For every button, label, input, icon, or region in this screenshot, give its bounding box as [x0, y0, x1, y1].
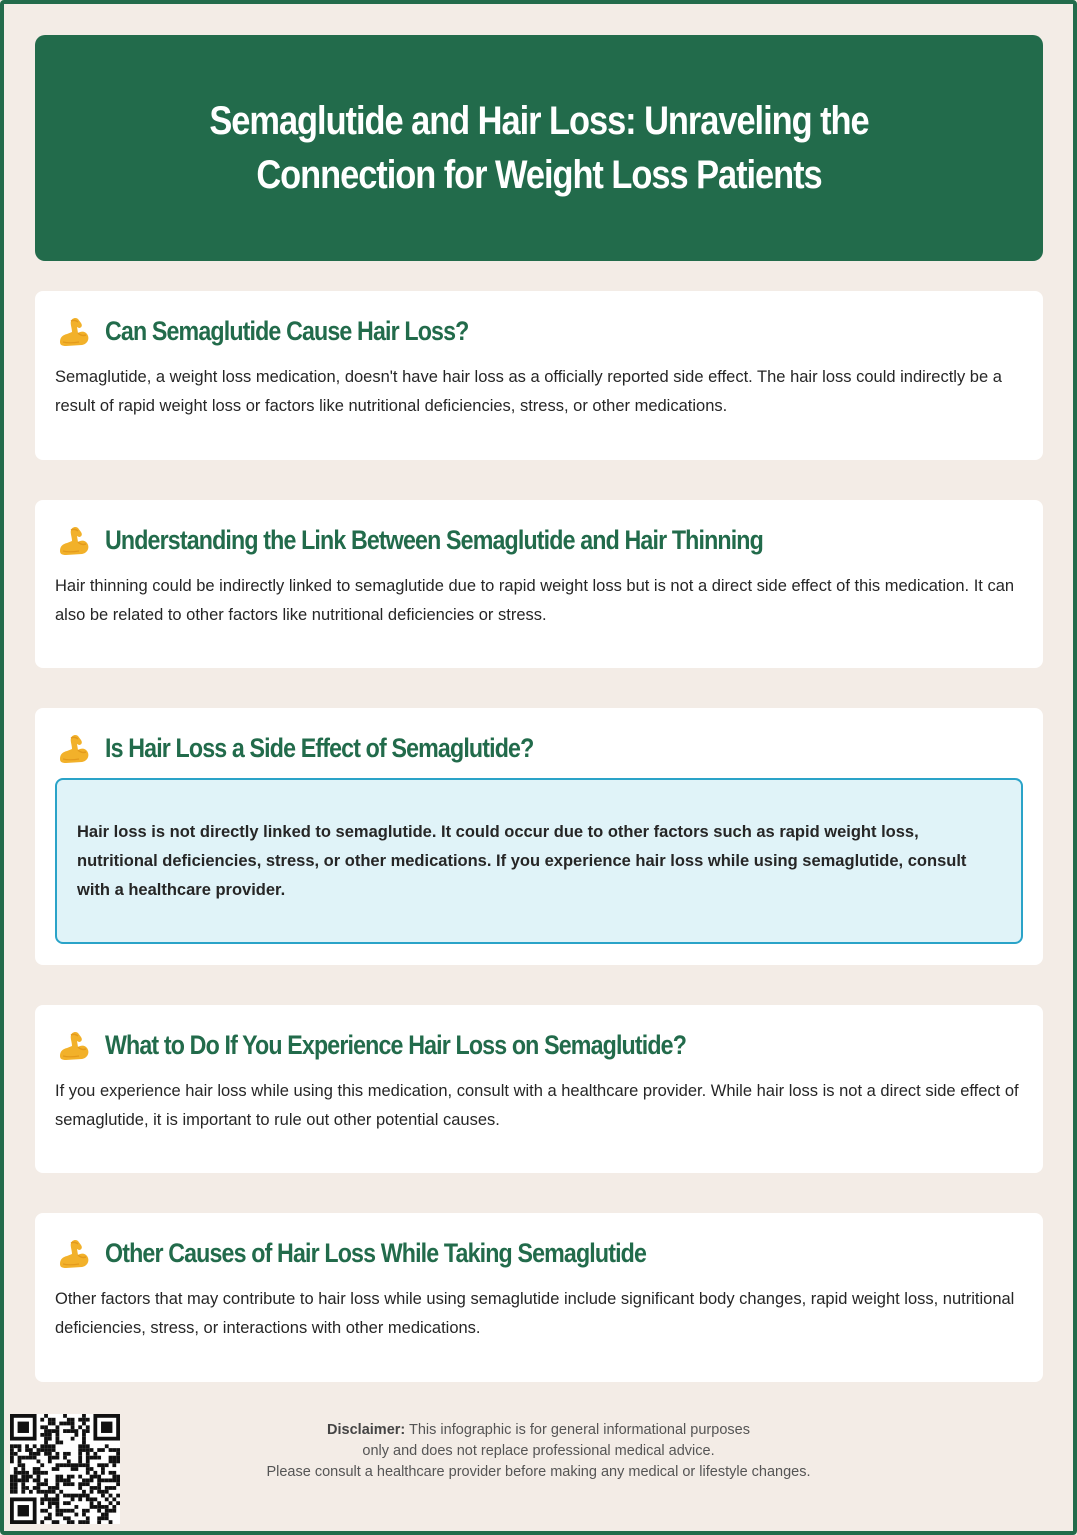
- flexed-biceps-icon: [57, 1237, 91, 1269]
- section-card: [35, 1213, 1043, 1382]
- page-title: Semaglutide and Hair Loss: Unraveling the Connection for Weight Loss Patients: [209, 99, 869, 197]
- section-body: Hair thinning could be indirectly linked to semaglutide due to rapid weight loss but is not a direct side effect of this medication. It can also be related to other factors like nutritional deficiencies or stress.: [55, 577, 1015, 624]
- section-header: [57, 1237, 734, 1269]
- flexed-biceps-icon: [57, 1029, 91, 1061]
- section-header: [57, 315, 528, 347]
- section-heading: Other Causes of Hair Loss While Taking Semaglutide: [105, 1237, 647, 1268]
- section-body: Other factors that may contribute to hair loss while using semaglutide include significant body changes, rapid weight loss, nutritional deficiencies, stress, or interactions with other medications.: [55, 1290, 1015, 1337]
- section-body: Semaglutide, a weight loss medication, doesn't have hair loss as a officially reported side effect. The hair loss could indirectly be a result of rapid weight loss or factors like nutritional deficiencies, stress, or other medications.: [55, 368, 1002, 415]
- disclaimer-text: This infographic is for general informational purposes: [409, 1422, 750, 1438]
- flexed-biceps-icon: [57, 732, 91, 764]
- section-header: [57, 1029, 781, 1061]
- section-card: [35, 708, 1043, 965]
- section-heading: Is Hair Loss a Side Effect of Semaglutide?: [105, 732, 534, 763]
- disclaimer: [0, 1420, 1077, 1483]
- section-card: [35, 1005, 1043, 1173]
- flexed-biceps-icon: [57, 524, 91, 556]
- section-card: [35, 500, 1043, 668]
- disclaimer-line: Please consult a healthcare provider before making any medical or lifestyle changes.: [266, 1464, 811, 1480]
- section-card: [35, 291, 1043, 460]
- section-heading: Can Semaglutide Cause Hair Loss?: [105, 315, 469, 346]
- disclaimer-line: only and does not replace professional medical advice.: [362, 1443, 715, 1459]
- section-body: If you experience hair loss while using this medication, consult with a healthcare provider. While hair loss is not a direct side effect of semaglutide, it is important to rule out other potential causes.: [55, 1082, 1019, 1129]
- disclaimer-line: [0, 1420, 1077, 1441]
- section-header: [57, 732, 603, 764]
- section-heading: What to Do If You Experience Hair Loss on Semaglutide?: [105, 1029, 687, 1060]
- title-banner: [35, 35, 1043, 261]
- flexed-biceps-icon: [57, 315, 91, 347]
- section-header: [57, 524, 870, 556]
- section-heading: Understanding the Link Between Semaglutide and Hair Thinning: [105, 524, 763, 555]
- callout-text: Hair loss is not directly linked to semaglutide. It could occur due to other factors such as rapid weight loss, nutritional deficiencies, stress, or other medications. If you experience hair loss while using semaglutide, consult with a healthcare provider.: [77, 823, 967, 899]
- highlight-callout: [55, 778, 1023, 944]
- disclaimer-label: Disclaimer:: [327, 1422, 406, 1438]
